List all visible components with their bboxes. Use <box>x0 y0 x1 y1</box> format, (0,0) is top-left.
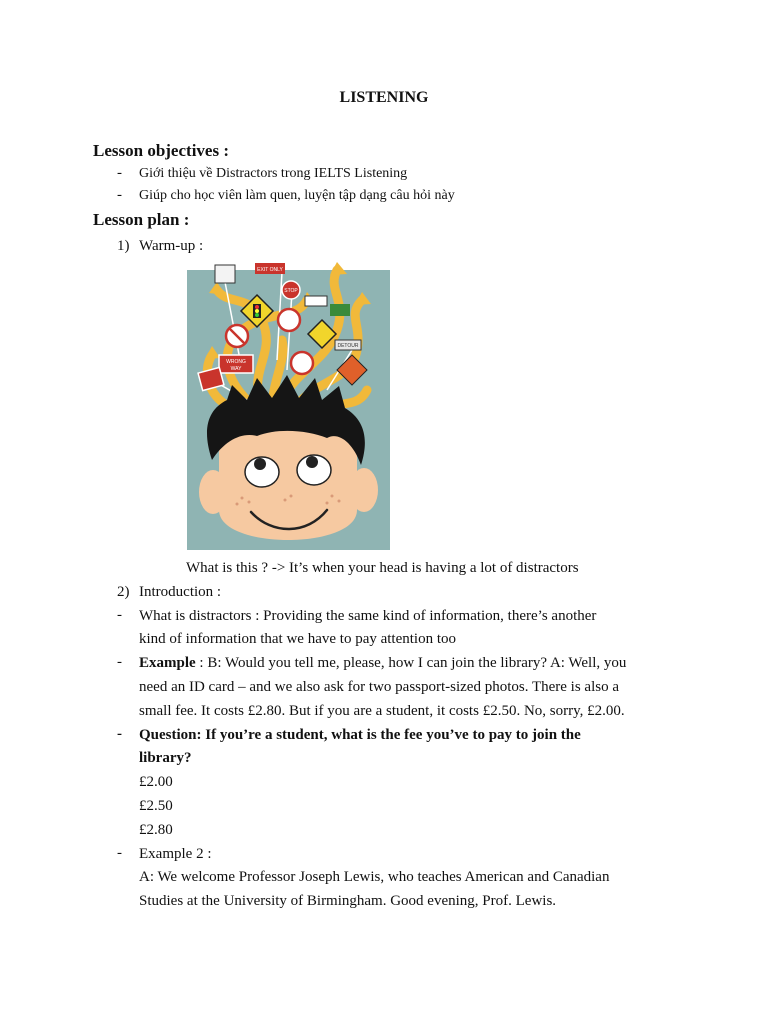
question-line: library? <box>139 750 192 766</box>
svg-text:EXIT ONLY: EXIT ONLY <box>257 267 283 273</box>
example-text: : B: Would you tell me, please, how I can join the library? A: Well, you <box>195 655 627 671</box>
example-line: small fee. It costs £2.80. But if you are a student, it costs £2.50. No, sorry, £2.00. <box>139 703 625 719</box>
example-line <box>139 654 626 672</box>
bullet-dash: - <box>117 845 122 861</box>
bullet-dash: - <box>117 165 122 181</box>
face <box>219 420 357 540</box>
distractors-illustration <box>187 260 390 550</box>
answer-option: £2.80 <box>139 822 173 838</box>
example2-label: Example 2 : <box>139 846 212 862</box>
list-number: 1) <box>117 238 130 254</box>
svg-text:DETOUR: DETOUR <box>337 343 359 349</box>
definition-line: What is distractors : Providing the same kind of information, there’s another <box>139 608 597 624</box>
introduction-label: Introduction : <box>139 584 222 600</box>
answer-option: £2.00 <box>139 774 173 790</box>
bullet-dash: - <box>117 654 122 670</box>
bullet-dash: - <box>117 726 122 742</box>
list-number: 2) <box>117 584 130 600</box>
objective-item: Giúp cho học viên làm quen, luyện tập dạng câu hỏi này <box>139 188 455 203</box>
image-caption: What is this ? -> It’s when your head is having a lot of distractors <box>186 560 579 576</box>
warmup-label: Warm-up : <box>139 238 204 254</box>
example-line: need an ID card – and we also ask for two passport-sized photos. There is also a <box>139 679 619 695</box>
svg-text:STOP: STOP <box>284 288 298 294</box>
example2-line: A: We welcome Professor Joseph Lewis, who teaches American and Canadian <box>139 869 610 885</box>
question-line: Question: If you’re a student, what is the fee you’ve to pay to join the <box>139 727 581 743</box>
page-title: LISTENING <box>339 89 429 106</box>
svg-text:WAY: WAY <box>230 366 242 372</box>
svg-text:WRONG: WRONG <box>226 359 246 365</box>
bullet-dash: - <box>117 607 122 623</box>
objective-item: Giới thiệu về Distractors trong IELTS Listening <box>139 166 408 181</box>
bullet-dash: - <box>117 187 122 203</box>
answer-option: £2.50 <box>139 798 173 814</box>
definition-line: kind of information that we have to pay attention too <box>139 631 457 647</box>
example2-line: Studies at the University of Birmingham. Good evening, Prof. Lewis. <box>139 893 557 909</box>
plan-heading: Lesson plan : <box>93 210 190 229</box>
example-label: Example <box>139 655 196 671</box>
objectives-heading: Lesson objectives : <box>93 141 229 160</box>
